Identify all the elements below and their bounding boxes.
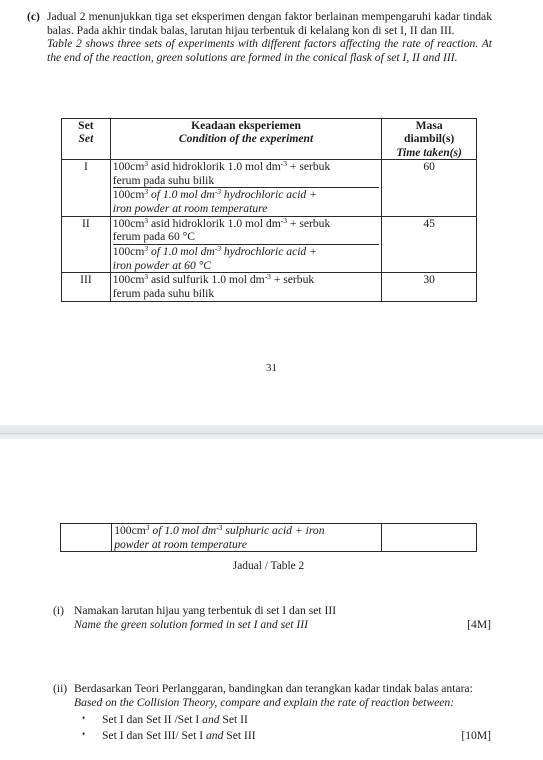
intro-english: Table 2 shows three sets of experiments with different factors affecting the rate of reaction. At the end of the reaction, green solutions are formed in the conical flask of set I, II and III. bbox=[47, 37, 492, 65]
row-set-label: II bbox=[62, 216, 111, 273]
question-number: (ii) bbox=[53, 682, 68, 696]
bullet-icon: • bbox=[82, 729, 86, 740]
condition-malay: $100cm^3$ asid hidroklorik 1.0 mol $dm^{-3}$ + serbuk ferum pada suhu bilik bbox=[113, 160, 379, 188]
row-time: 45 bbox=[382, 216, 477, 273]
table-continuation bbox=[60, 523, 477, 552]
condition-malay: $100cm^3$ asid hidroklorik 1.0 mol $dm^{-3}$ + serbuk ferum pada 60 °C bbox=[113, 217, 379, 245]
page-break bbox=[0, 425, 543, 439]
list-item: • Set I dan Set III/ Set I and Set III bbox=[82, 729, 256, 743]
fragment-empty-cell bbox=[381, 524, 476, 552]
question-english: Based on the Collision Theory, compare and explain the rate of reaction between: bbox=[74, 696, 455, 710]
table-row bbox=[62, 159, 477, 216]
table-header-row bbox=[62, 119, 477, 160]
intro-malay: Jadual 2 menunjukkan tiga set eksperimen dengan faktor berlainan mempengaruhi kadar tindak balas. Pada akhir tindak balas, larutan hijau terbentuk di kelalang kon di set I, II dan III. bbox=[47, 10, 492, 37]
condition-english: $100cm^3$ of 1.0 mol $dm^{-3}$ hydrochloric acid + iron powder at 60 °C bbox=[112, 244, 317, 272]
condition-english: $100cm^3$ of 1.0 mol $dm^{-3}$ hydrochloric acid + iron powder at room temperature bbox=[112, 187, 317, 215]
row-time: 30 bbox=[382, 273, 477, 301]
question-malay: Berdasarkan Teori Perlanggaran, bandingkan dan terangkan kadar tindak balas antara: bbox=[74, 682, 473, 696]
row-condition bbox=[110, 159, 381, 216]
marks-label: [10M] bbox=[461, 729, 491, 743]
table-row bbox=[61, 524, 477, 552]
bullet-icon: • bbox=[82, 712, 86, 723]
marks-label: [4M] bbox=[467, 617, 491, 631]
row-condition bbox=[110, 273, 381, 301]
header-time: Masa diambil(s) Time taken(s) bbox=[382, 119, 477, 160]
table-row bbox=[62, 216, 477, 273]
experiment-table bbox=[61, 118, 477, 302]
question-i bbox=[53, 604, 493, 631]
header-condition: Keadaan eksperiemen Condition of the experiment bbox=[110, 119, 381, 160]
list-item: • Set I dan Set II /Set I and Set II bbox=[82, 712, 248, 726]
header-set: Set Set bbox=[62, 119, 111, 160]
page-number: 31 bbox=[266, 362, 277, 374]
question-malay: Namakan larutan hijau yang terbentuk di set I dan set III bbox=[74, 604, 337, 617]
question-intro bbox=[27, 10, 492, 65]
table-caption: Jadual / Table 2 bbox=[232, 560, 305, 572]
page-break-line bbox=[0, 433, 543, 434]
condition-malay: $100cm^3$ asid sulfurik 1.0 mol $dm^{-3}$ + serbuk ferum pada suhu bilik bbox=[112, 272, 315, 301]
table-row bbox=[62, 273, 477, 301]
question-ii bbox=[53, 682, 493, 743]
row-condition bbox=[110, 216, 381, 273]
part-label: (c) bbox=[27, 10, 40, 23]
row-set-label: III bbox=[62, 273, 111, 301]
fragment-condition-english: $100cm^3$ of 1.0 mol $dm^{-3}$ sulphuric acid + iron powder at room temperature bbox=[112, 524, 381, 552]
fragment-empty-cell bbox=[61, 524, 112, 552]
row-time: 60 bbox=[382, 159, 477, 216]
question-number: (i) bbox=[53, 604, 64, 617]
row-set-label: I bbox=[62, 159, 111, 216]
question-english: Name the green solution formed in set I and set III bbox=[74, 617, 308, 631]
